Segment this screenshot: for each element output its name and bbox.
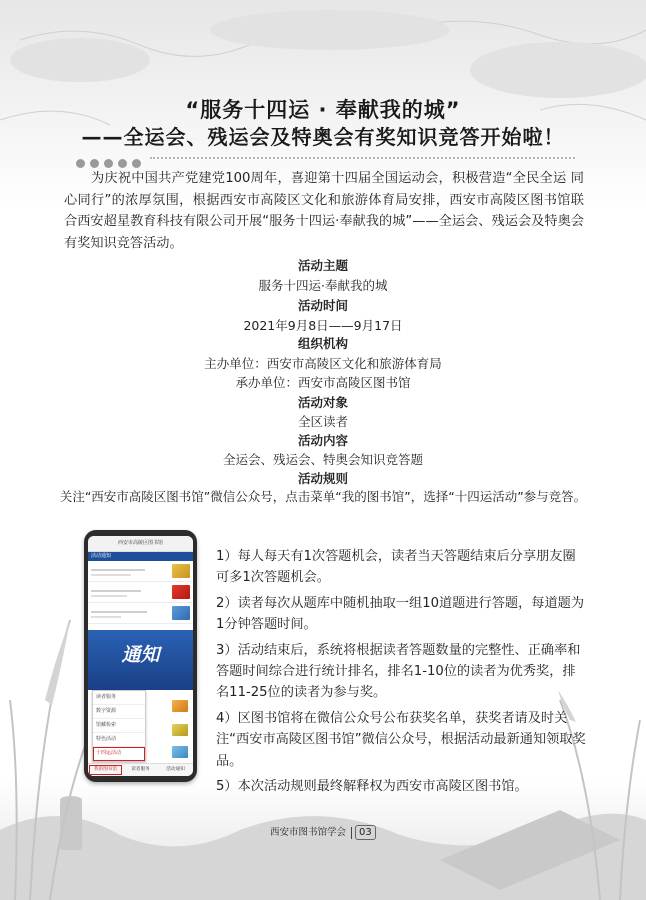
list-item — [88, 561, 193, 582]
list-item — [88, 603, 193, 624]
phone-popup-menu — [92, 690, 146, 762]
phone-banner-text: 通知 — [121, 644, 160, 666]
tab-my-library[interactable]: 我的图书馆 — [88, 764, 123, 776]
rules-heading: 活动规则 — [297, 471, 348, 486]
tab-reader-service[interactable]: 读者服务 — [131, 767, 150, 772]
page-footer — [270, 825, 376, 841]
rule-item: 2）读者每次从题库中随机抽取一组10道题进行答题，每道题为1分钟答题时间。 — [216, 595, 585, 633]
footer-separator — [351, 827, 352, 839]
phone-section-bar: 活动通知 — [88, 552, 193, 561]
thumbnail-icon — [172, 746, 188, 758]
target-value: 全区读者 — [297, 414, 348, 429]
phone-banner — [88, 630, 193, 690]
intro-paragraph: 为庆祝中国共产党建党100周年，喜迎第十四届全国运动会，积极营造“全民全运 同心同行”的浓厚氛围，根据西安市高陵区文化和旅游体育局安排，西安市高陵区图书馆联合西安超星教育科技有限公司开展“服务十四运·奉献我的城”——全运会、残运会及特奥会有奖知识竞答活动。 — [64, 171, 584, 251]
target-heading: 活动对象 — [297, 395, 348, 410]
content-heading: 活动内容 — [297, 433, 348, 448]
phone-screen — [88, 536, 193, 776]
menu-item-reader-service[interactable]: 读者服务 — [93, 691, 145, 705]
host-unit: 主办单位：西安市高陵区文化和旅游体育局 — [204, 356, 442, 371]
rules-list — [216, 546, 586, 797]
thumbnail-icon — [172, 700, 188, 712]
theme-heading: 活动主题 — [297, 258, 348, 273]
page-subtitle: ——全运会、残运会及特奥会有奖知识竞答开始啦！ — [81, 125, 565, 149]
menu-item-special-events[interactable]: 特色活动 — [93, 733, 145, 747]
list-item — [88, 582, 193, 603]
theme-value: 服务十四运·奉献我的城 — [258, 278, 388, 293]
thumbnail-icon — [172, 724, 188, 736]
footer-label: 西安市图书馆学会 — [270, 827, 347, 838]
time-value: 2021年9月8日——9月17日 — [243, 318, 403, 333]
menu-item-digital-resources[interactable]: 数字资源 — [93, 705, 145, 719]
tab-notices[interactable]: 活动通知 — [166, 767, 185, 772]
organization-heading: 组织机构 — [297, 336, 348, 351]
rules-intro: 关注“西安市高陵区图书馆”微信公众号，点击菜单“我的图书馆”，选择“十四运活动”参与竞答。 — [59, 489, 587, 504]
rule-item: 1）每人每天有1次答题机会，读者当天答题结束后分享朋友圈可多1次答题机会。 — [216, 549, 576, 586]
rule-item: 4）区图书馆将在微信公众号公布获奖名单，获奖者请及时关注“西安市高陵区图书馆”微信公众号，根据活动最新通知领取奖品。 — [216, 710, 586, 769]
rule-item: 3）活动结束后，系统将根据读者答题数量的完整性、正确率和答题时间综合进行统计排名，排名1-10位的读者为优秀奖，排名11-25位的读者为参与奖。 — [216, 642, 581, 701]
menu-item-catalog-search[interactable]: 馆藏检索 — [93, 719, 145, 733]
phone-header: 西安市高陵区图书馆 — [88, 536, 193, 552]
phone-tab-bar — [88, 763, 193, 776]
page-title: “服务十四运 · 奉献我的城” — [185, 98, 461, 122]
organizer-unit: 承办单位：西安市高陵区图书馆 — [235, 375, 411, 390]
content-value: 全运会、残运会、特奥会知识竞答题 — [222, 452, 423, 467]
menu-item-14th-games[interactable]: 十四运活动 — [93, 747, 145, 761]
phone-screenshot — [84, 530, 197, 782]
page-number: 03 — [355, 825, 376, 840]
dotted-divider — [150, 157, 575, 159]
time-heading: 活动时间 — [297, 298, 348, 313]
rule-item: 5）本次活动规则最终解释权为西安市高陵区图书馆。 — [216, 779, 528, 795]
